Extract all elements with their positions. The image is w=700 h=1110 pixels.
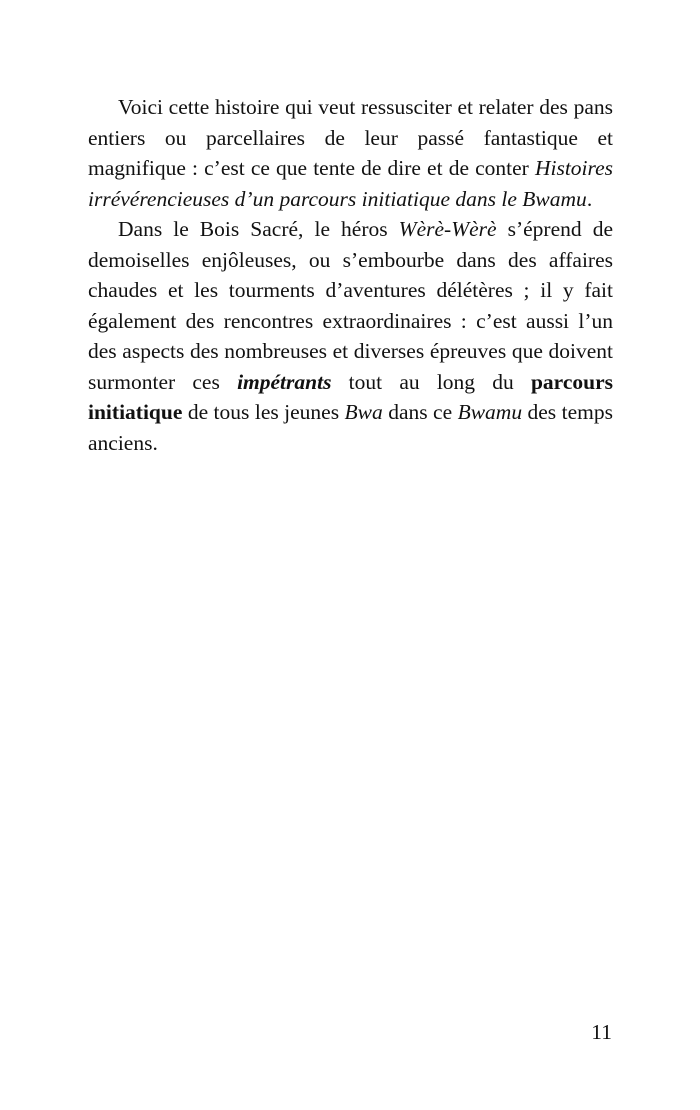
bwa-italic: Bwa xyxy=(344,400,383,424)
hero-name-italic: Wèrè-Wèrè xyxy=(398,217,497,241)
paragraph-1 xyxy=(88,92,613,214)
book-title-italic: Histoires irrévérencieuses d’un parcours initiatique dans le Bwamu xyxy=(88,156,613,211)
paragraph-1-text: Voici cette histoire qui veut ressusciter et relater des pans entiers ou parcellaires de leur passé fantastique et magnifique : c’est ce que tente de dire et de conter xyxy=(88,95,613,180)
paragraph-2-text-a: Dans le Bois Sacré, le héros xyxy=(118,217,399,241)
impetrants-bold-italic: impétrants xyxy=(237,369,332,394)
body-text xyxy=(88,92,613,458)
paragraph-1-end: . xyxy=(586,186,593,211)
bwamu-italic: Bwamu xyxy=(457,400,523,424)
paragraph-2-text-f: des temps anciens. xyxy=(88,400,613,455)
paragraph-2-text-b: s’éprend de demoiselles enjôleuses, ou s’embourbe dans des affaires chaudes et les tourments d’aventures délétères ; il y fait également des rencontres extraordinaires : c’est aussi l’un des aspects des nombreuses et diverses épreuves que doivent surmonter ces xyxy=(88,217,613,394)
paragraph-2-text-d: de tous les jeunes xyxy=(182,400,345,424)
parcours-initiatique-bold: parcours initiatique xyxy=(88,369,613,424)
paragraph-2-text-e: dans ce xyxy=(382,400,458,424)
paragraph-2 xyxy=(88,214,613,458)
page-number: 11 xyxy=(591,1020,612,1044)
paragraph-2-text-c: tout au long du xyxy=(331,369,531,394)
